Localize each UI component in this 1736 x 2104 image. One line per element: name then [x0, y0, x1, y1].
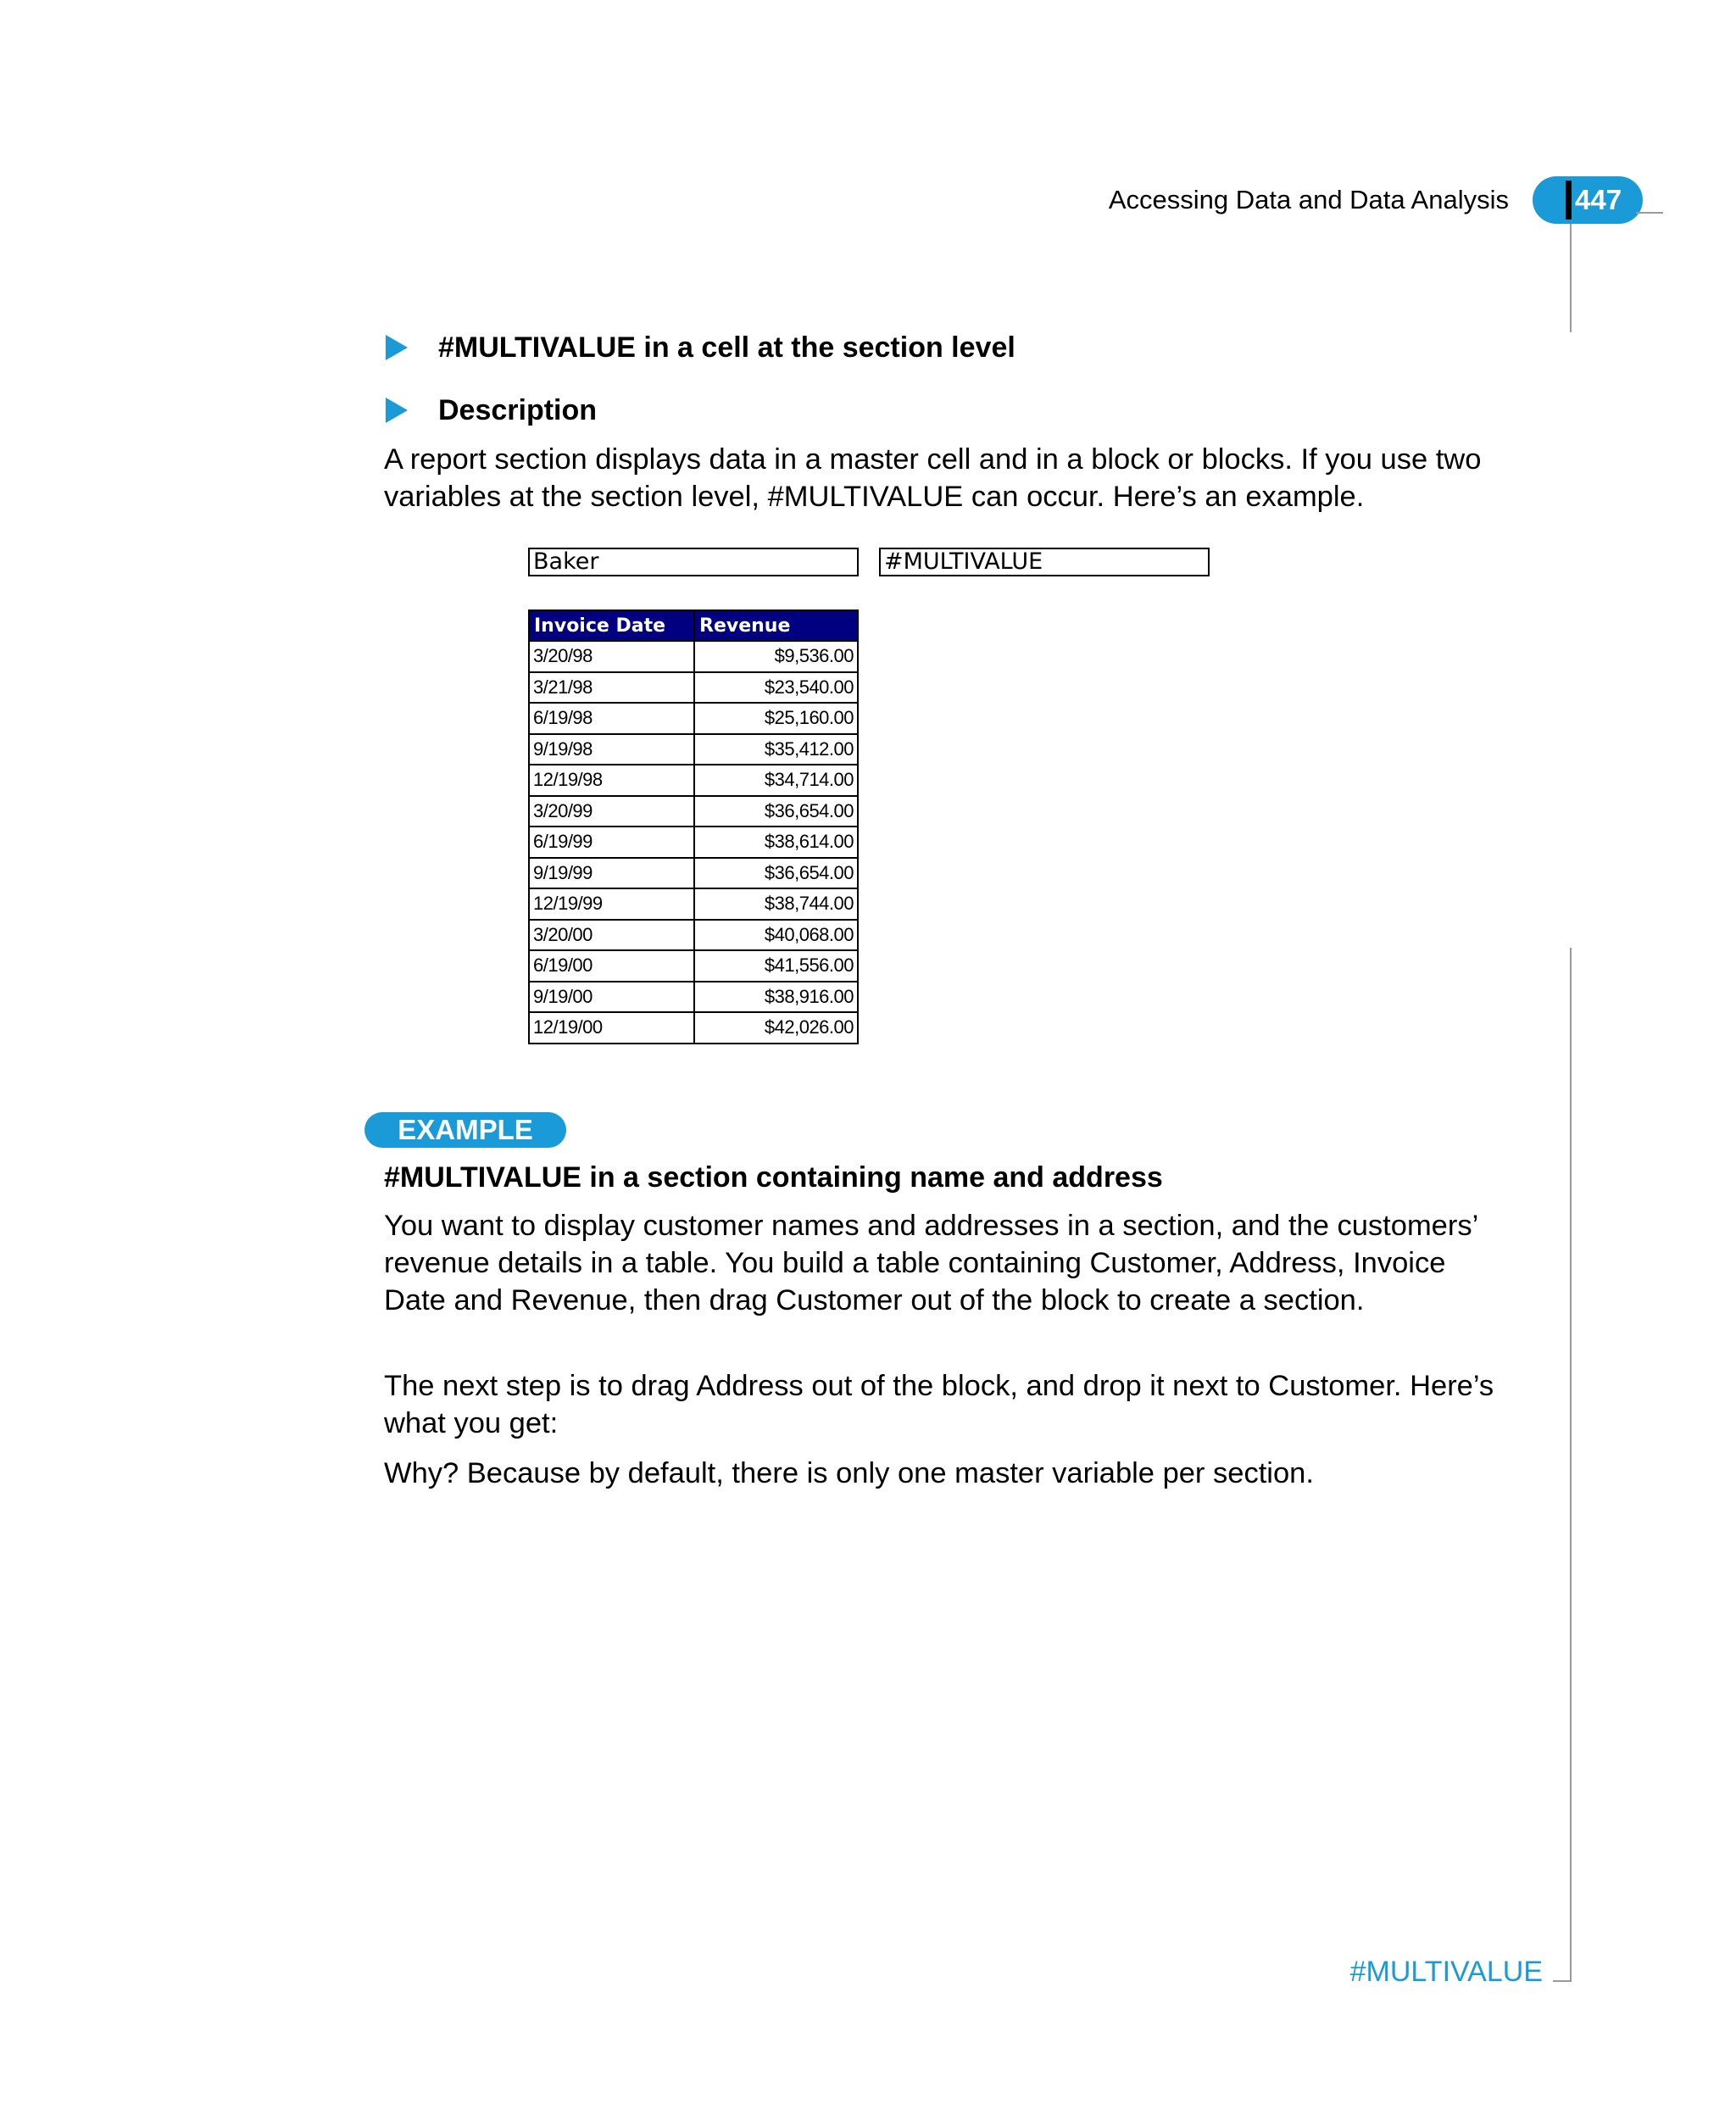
table-row	[529, 734, 858, 765]
footer-topic: #MULTIVALUE	[1349, 1956, 1543, 1988]
subsection-heading: Description	[438, 394, 598, 426]
table-row	[529, 672, 858, 704]
page-number: 447	[1575, 184, 1622, 215]
table-row	[529, 796, 858, 827]
margin-rule-bottom	[1570, 948, 1572, 1982]
master-cell-multivalue: #MULTIVALUE	[879, 548, 1210, 576]
margin-rule-top	[1570, 224, 1572, 332]
revenue-cell: $42,026.00	[694, 1012, 858, 1044]
revenue-cell: $38,744.00	[694, 888, 858, 920]
invoice-date-cell: 3/20/00	[529, 920, 694, 951]
revenue-cell: $9,536.00	[694, 641, 858, 672]
arrow-bullet-icon	[386, 398, 408, 423]
invoice-date-cell: 9/19/99	[529, 858, 694, 889]
running-head: Accessing Data and Data Analysis	[1108, 185, 1509, 214]
revenue-cell: $38,916.00	[694, 982, 858, 1013]
invoice-date-cell: 6/19/00	[529, 950, 694, 982]
column-header-revenue: Revenue	[694, 610, 858, 641]
invoice-date-cell: 6/19/99	[529, 827, 694, 858]
invoice-date-cell: 12/19/98	[529, 765, 694, 796]
invoice-date-cell: 9/19/98	[529, 734, 694, 765]
revenue-cell: $40,068.00	[694, 920, 858, 951]
table-row	[529, 920, 858, 951]
example-paragraph-2: The next step is to drag Address out of the block, and drop it next to Customer. Here’s what you get:	[384, 1370, 1494, 1439]
table-header-row	[529, 610, 858, 641]
revenue-cell: $34,714.00	[694, 765, 858, 796]
section-heading: #MULTIVALUE in a cell at the section level	[438, 331, 1015, 364]
table-row	[529, 703, 858, 734]
revenue-cell: $38,614.00	[694, 827, 858, 858]
table-row	[529, 982, 858, 1013]
revenue-cell: $36,654.00	[694, 796, 858, 827]
column-header-invoice-date: Invoice Date	[529, 610, 694, 641]
revenue-cell: $35,412.00	[694, 734, 858, 765]
revenue-cell: $23,540.00	[694, 672, 858, 704]
revenue-table	[528, 609, 859, 1044]
invoice-date-cell: 12/19/00	[529, 1012, 694, 1044]
arrow-bullet-icon	[386, 335, 408, 360]
invoice-date-cell: 12/19/99	[529, 888, 694, 920]
footer-rule	[1553, 1980, 1572, 1982]
invoice-date-cell: 3/20/99	[529, 796, 694, 827]
table-row	[529, 765, 858, 796]
revenue-cell: $25,160.00	[694, 703, 858, 734]
revenue-cell: $41,556.00	[694, 950, 858, 982]
example-title: #MULTIVALUE in a section containing name and address	[384, 1161, 1163, 1194]
master-cell-customer: Baker	[528, 548, 859, 576]
table-row	[529, 1012, 858, 1044]
example-paragraph-1: You want to display customer names and addresses in a section, and the customers’ revenue details in a table. You build a table containing Customer, Address, Invoice Date and Revenue, then drag Customer out of the block to create a section.	[384, 1210, 1477, 1316]
table-row	[529, 888, 858, 920]
example-paragraph-3: Why? Because by default, there is only one master variable per section.	[384, 1457, 1314, 1489]
invoice-date-cell: 3/20/98	[529, 641, 694, 672]
example-badge: EXAMPLE	[364, 1112, 566, 1148]
revenue-cell: $36,654.00	[694, 858, 858, 889]
table-row	[529, 858, 858, 889]
description-paragraph: A report section displays data in a master cell and in a block or blocks. If you use two variables at the section level, #MULTIVALUE can occur. Here’s an example.	[384, 443, 1482, 513]
table-row	[529, 950, 858, 982]
page-tab-bar	[1566, 181, 1572, 220]
table-row	[529, 641, 858, 672]
invoice-date-cell: 3/21/98	[529, 672, 694, 704]
invoice-date-cell: 9/19/00	[529, 982, 694, 1013]
header-rule	[1636, 212, 1663, 214]
table-row	[529, 827, 858, 858]
invoice-date-cell: 6/19/98	[529, 703, 694, 734]
